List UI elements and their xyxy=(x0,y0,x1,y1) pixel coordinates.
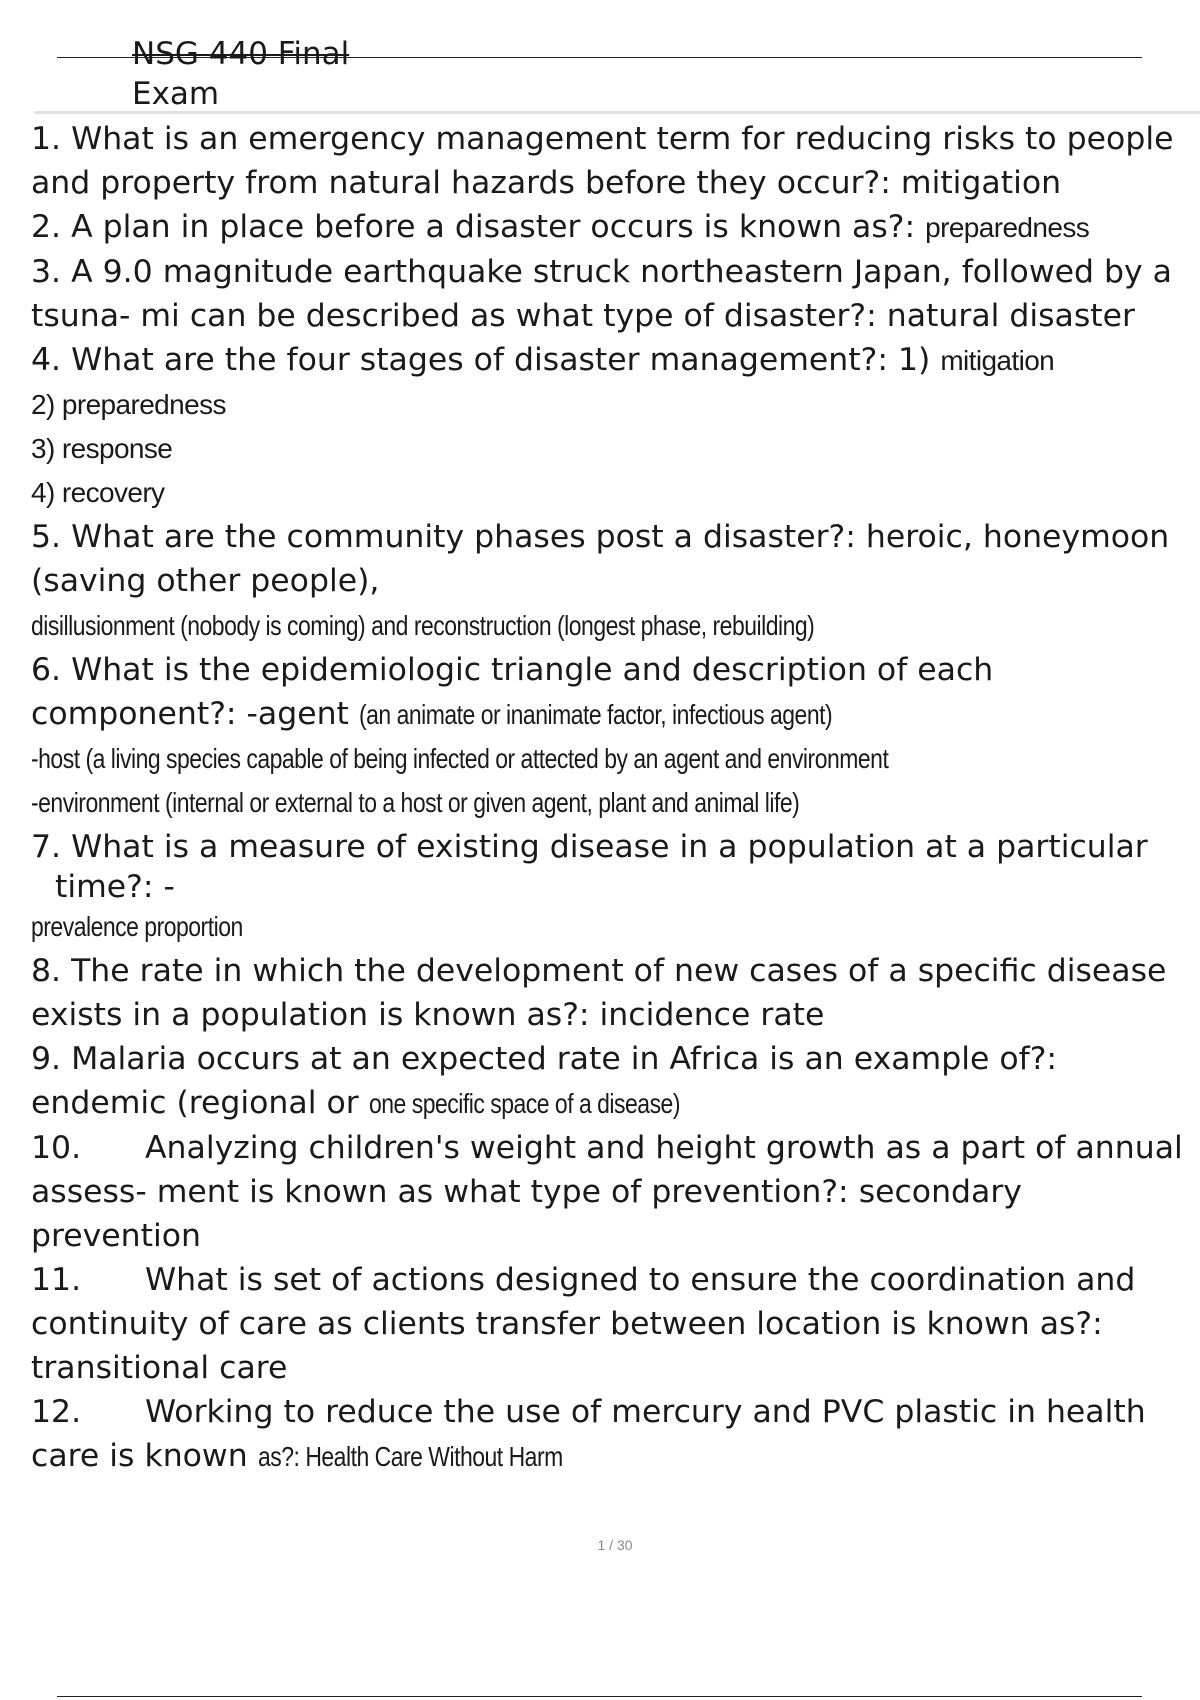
question-text: What is set of actions designed to ensure the coordination and continuity of care as clients transfer between location is known as?: xyxy=(31,1262,1136,1342)
environment-text: -environment (internal or external to a host or given agent, plant and animal life) xyxy=(31,787,800,818)
question-text: 5. What are the community phases post a disaster?: heroic, honeymoon (saving other people), xyxy=(31,519,1170,599)
answer-text: secondary prevention xyxy=(31,1174,1022,1254)
question-7 xyxy=(31,825,1200,869)
question-text: 9. Malaria occurs at an expected rate in Africa is an example of?: endemic (regional or xyxy=(31,1041,1058,1121)
footer-rule xyxy=(57,1696,1142,1697)
question-text: 6. What is the epidemiologic triangle and description of each component?: -agent xyxy=(31,652,994,732)
question-number: 10. xyxy=(31,1130,82,1166)
host-text: -host (a living species capable of being infected or attected by an agent and environment xyxy=(31,743,889,774)
question-7-continued: time?: - xyxy=(55,869,175,905)
answer-text: one specific space of a disease) xyxy=(368,1088,680,1119)
question-9 xyxy=(31,1037,1200,1126)
question-2 xyxy=(31,205,1200,250)
environment-description xyxy=(31,781,1200,825)
list-item: 4) recovery xyxy=(31,477,165,508)
question-text: 8. The rate in which the development of new cases of a specific disease exists in a population is known as?: xyxy=(31,953,1167,1033)
header-divider xyxy=(34,111,1200,114)
answer-text: natural disaster xyxy=(886,298,1135,334)
answer-text: incidence rate xyxy=(599,997,825,1033)
answer-text: prevalence proportion xyxy=(31,911,243,942)
question-text: 4. What are the four stages of disaster management?: 1) xyxy=(31,342,931,378)
question-text: 3. A 9.0 magnitude earthquake struck northeastern Japan, followed by a tsuna- mi can be described as what type of disaster?: xyxy=(31,254,1172,334)
question-12 xyxy=(31,1390,1200,1479)
question-text: Analyzing children's weight and height growth as a part of annual assess- ment is known as what type of prevention?: xyxy=(31,1130,1183,1210)
page-number: 1 / 30 xyxy=(597,1537,633,1553)
question-10 xyxy=(31,1126,1200,1258)
host-description xyxy=(31,737,1200,781)
question-1 xyxy=(31,117,1200,205)
question-text: Working to reduce the use of mercury and PVC plastic in health care is known xyxy=(31,1394,1146,1474)
answer-text: as?: Health Care Without Harm xyxy=(257,1441,563,1472)
list-item: 2) preparedness xyxy=(31,389,226,420)
question-8 xyxy=(31,949,1200,1037)
question-text: 2. A plan in place before a disaster occurs is known as?: xyxy=(31,209,916,245)
answer-text: transitional care xyxy=(31,1350,288,1386)
answer-text: mitigation xyxy=(940,345,1055,376)
question-5 xyxy=(31,515,1200,648)
answer-text: preparedness xyxy=(925,212,1090,243)
title-line-2: Exam xyxy=(132,76,220,112)
answer-text: disillusionment (nobody is coming) and reconstruction (longest phase, rebuilding) xyxy=(31,610,815,641)
question-11 xyxy=(31,1258,1200,1390)
list-item: 3) response xyxy=(31,433,173,464)
title-line-1: NSG 440 Final xyxy=(132,36,350,72)
document-title xyxy=(132,34,349,114)
answer-text: mitigation xyxy=(900,165,1062,201)
question-list xyxy=(31,117,1200,1479)
question-4 xyxy=(31,338,1200,383)
question-number: 12. xyxy=(31,1394,82,1430)
question-number: 11. xyxy=(31,1262,82,1298)
answer-line xyxy=(31,905,1200,949)
answer-text: (an animate or inanimate factor, infectious agent) xyxy=(358,699,833,730)
question-6 xyxy=(31,648,1200,737)
question-text: 7. What is a measure of existing disease in a population at a particular xyxy=(31,829,1148,865)
question-3 xyxy=(31,250,1200,338)
question-text: 1. What is an emergency management term for reducing risks to people and property from natural hazards before they occur?: xyxy=(31,121,1174,201)
